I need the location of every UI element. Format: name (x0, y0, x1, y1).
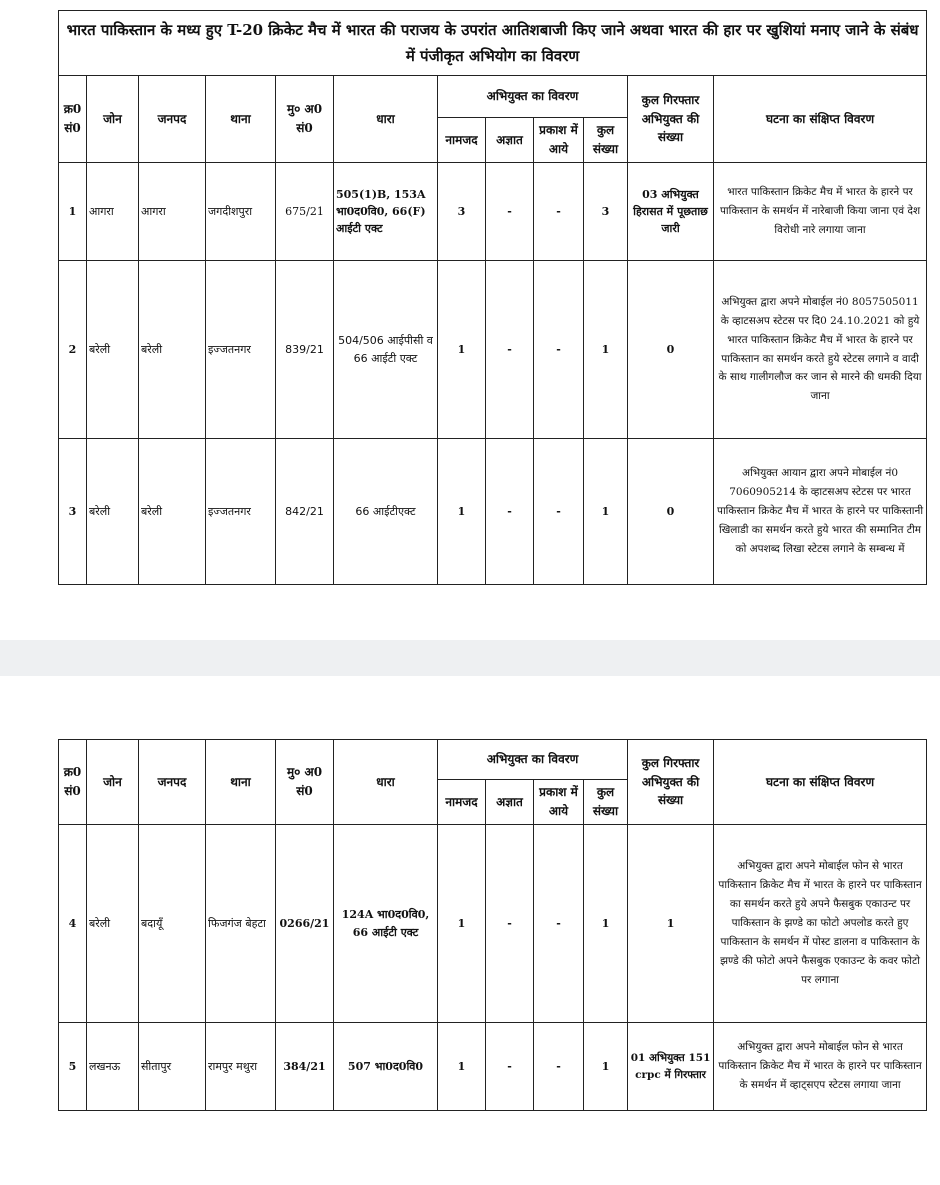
header-brief: घटना का संक्षिप्त विवरण (714, 740, 927, 825)
table-row (59, 439, 927, 585)
cell-brief: अभियुक्त द्वारा अपने मोबाईल फोन से भारत पाकिस्तान क्रिकेट मैच में भारत के हारने पर पाकिस्तान का समर्थन करते हुये अपने फैसबुक एकाउन्ट पर पाकिस्तान के झण्डे का फोटो अपलोड करते हुए पाकिस्तान के समर्थन में पोस्ट डालना व पाकिस्तान के झण्डे की फोटो अपने फैसबुक एकाउन्ट के कवर फोटो पर लगाना (714, 825, 927, 1023)
header-station: थाना (206, 740, 276, 825)
cell-brief: भारत पाकिस्तान क्रिकेट मैच में भारत के हारने पर पाकिस्तान के समर्थन में नारेबाजी किया जाना एवं देश विरोधी नारे लगाया जाना (714, 163, 927, 261)
header-arrested: कुल गिरफ्तार अभियुक्त की संख्या (628, 740, 714, 825)
cell-named: 1 (438, 439, 486, 585)
table-row (59, 1023, 927, 1111)
cell-came-to-light: - (534, 439, 584, 585)
cell-case-no: 675/21 (276, 163, 334, 261)
cell-station: जगदीशपुरा (206, 163, 276, 261)
cell-unknown: - (486, 163, 534, 261)
cell-sno: 4 (59, 825, 87, 1023)
cell-arrested: 1 (628, 825, 714, 1023)
cell-named: 1 (438, 825, 486, 1023)
cell-total: 3 (584, 163, 628, 261)
cell-case-no: 0266/21 (276, 825, 334, 1023)
header-section: धारा (334, 76, 438, 163)
cell-zone: आगरा (87, 163, 139, 261)
cell-arrested: 0 (628, 261, 714, 439)
cell-sno: 1 (59, 163, 87, 261)
cell-total: 1 (584, 1023, 628, 1111)
header-unknown: अज्ञात (486, 780, 534, 825)
header-zone: जोन (87, 76, 139, 163)
cell-unknown: - (486, 1023, 534, 1111)
cell-zone: बरेली (87, 825, 139, 1023)
cell-unknown: - (486, 261, 534, 439)
cell-unknown: - (486, 825, 534, 1023)
cell-section: 507 भा0द0वि0 (334, 1023, 438, 1111)
header-sno: क्र0 सं0 (59, 740, 87, 825)
header-accused-details: अभियुक्त का विवरण (438, 740, 628, 780)
cell-case-no: 842/21 (276, 439, 334, 585)
table-row (59, 261, 927, 439)
header-section: धारा (334, 740, 438, 825)
cell-sno: 3 (59, 439, 87, 585)
cell-total: 1 (584, 261, 628, 439)
header-total: कुल संख्या (584, 118, 628, 163)
cell-came-to-light: - (534, 1023, 584, 1111)
header-sno: क्र0 सं0 (59, 76, 87, 163)
header-came-to-light: प्रकाश में आये (534, 118, 584, 163)
cell-station: फिजगंज बेहटा (206, 825, 276, 1023)
cell-came-to-light: - (534, 261, 584, 439)
cell-district: सीतापुर (139, 1023, 206, 1111)
document-title: भारत पाकिस्तान के मध्य हुए T-20 क्रिकेट मैच में भारत की पराजय के उपरांत आतिशबाजी किए जाने अथवा भारत की हार पर खुशियां मनाए जाने के संबंध में पंजीकृत अभियोग का विवरण (59, 11, 927, 76)
cell-came-to-light: - (534, 825, 584, 1023)
cell-total: 1 (584, 439, 628, 585)
header-accused-details: अभियुक्त का विवरण (438, 76, 628, 118)
header-district: जनपद (139, 76, 206, 163)
header-station: थाना (206, 76, 276, 163)
cell-case-no: 384/21 (276, 1023, 334, 1111)
cell-brief: अभियुक्त द्वारा अपने मोबाईल फोन से भारत पाकिस्तान क्रिकेट मैच में भारत के हारने पर पाकिस्तान के समर्थन में व्हाट्सएप स्टेटस लगाया जाना (714, 1023, 927, 1111)
table-row (59, 825, 927, 1023)
table-row (59, 163, 927, 261)
cell-brief: अभियुक्त आयान द्वारा अपने मोबाईल नं0 7060905214 के व्हाटसअप स्टेटस पर भारत पाकिस्तान क्रिकेट मैच में भारत के हारने पर पाकिस्तानी खिलाडी का समर्थन करते हुये भारत की सम्मानित टीम को अपशब्द लिखा स्टेटस लगाने के सम्बन्ध में (714, 439, 927, 585)
cell-zone: बरेली (87, 439, 139, 585)
header-unknown: अज्ञात (486, 118, 534, 163)
cell-case-no: 839/21 (276, 261, 334, 439)
page-separator (0, 640, 940, 676)
cell-station: इज्जतनगर (206, 439, 276, 585)
cell-named: 1 (438, 1023, 486, 1111)
header-case-no: मु० अ0 सं0 (276, 740, 334, 825)
cell-district: बरेली (139, 439, 206, 585)
cell-total: 1 (584, 825, 628, 1023)
cell-section: 504/506 आईपीसी व 66 आईटी एक्ट (334, 261, 438, 439)
header-named: नामजद (438, 780, 486, 825)
cell-zone: बरेली (87, 261, 139, 439)
header-brief: घटना का संक्षिप्त विवरण (714, 76, 927, 163)
cell-section: 505(1)B, 153A भा0द0वि0, 66(F) आईटी एक्ट (334, 163, 438, 261)
cell-named: 1 (438, 261, 486, 439)
cell-named: 3 (438, 163, 486, 261)
case-table-part-1 (58, 10, 927, 585)
header-named: नामजद (438, 118, 486, 163)
header-zone: जोन (87, 740, 139, 825)
header-district: जनपद (139, 740, 206, 825)
cell-zone: लखनऊ (87, 1023, 139, 1111)
case-table-part-2 (58, 739, 927, 1111)
cell-station: इज्जतनगर (206, 261, 276, 439)
cell-district: बरेली (139, 261, 206, 439)
header-arrested: कुल गिरफ्तार अभियुक्त की संख्या (628, 76, 714, 163)
cell-district: आगरा (139, 163, 206, 261)
cell-brief: अभियुक्त द्वारा अपने मोबाईल नं0 8057505011 के व्हाटसअप स्टेटस पर दि0 24.10.2021 को हुये भारत पाकिस्तान क्रिकेट मैच में भारत के हारने पर पाकिस्तान का समर्थन करते हुये स्टेटस लगाने व वादी के साथ गालीगलौज कर जान से मारने की धमकी दिया जाना (714, 261, 927, 439)
cell-section: 124A भा0द0वि0, 66 आईटी एक्ट (334, 825, 438, 1023)
cell-sno: 2 (59, 261, 87, 439)
cell-came-to-light: - (534, 163, 584, 261)
cell-arrested: 03 अभियुक्त हिरासत में पूछताछ जारी (628, 163, 714, 261)
cell-sno: 5 (59, 1023, 87, 1111)
header-case-no: मु० अ0 सं0 (276, 76, 334, 163)
page-bottom (0, 676, 940, 1185)
cell-section: 66 आईटीएक्ट (334, 439, 438, 585)
cell-district: बदायूँ (139, 825, 206, 1023)
cell-arrested: 0 (628, 439, 714, 585)
cell-unknown: - (486, 439, 534, 585)
cell-arrested: 01 अभियुक्त 151 crpc में गिरफ्तार (628, 1023, 714, 1111)
header-total: कुल संख्या (584, 780, 628, 825)
header-came-to-light: प्रकाश में आये (534, 780, 584, 825)
cell-station: रामपुर मथुरा (206, 1023, 276, 1111)
